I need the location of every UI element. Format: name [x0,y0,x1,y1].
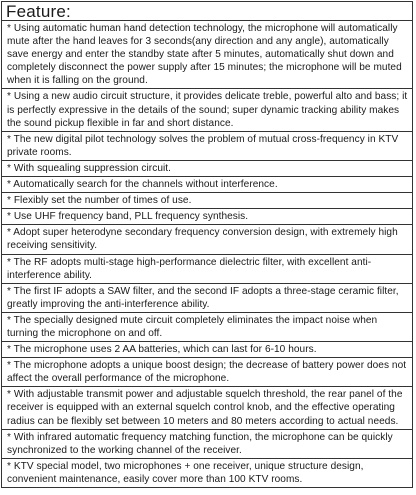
feature-row: * Using automatic human hand detection technology, the microphone will automatically mute after the hand leaves for 3 seconds(any direction and any angle), automatically save energy and enter the standby state after 5 minutes, automatically shut down and completely disconnect the power supply after 15 minutes; the microphone will be muted when it is falling on the ground. [2,21,412,89]
feature-row: * The first IF adopts a SAW filter, and the second IF adopts a three-stage ceramic filter, greatly improving the anti-interference ability. [2,284,412,313]
feature-row: * KTV special model, two microphones + one receiver, unique structure design, convenient maintenance, easily cover more than 100 KTV rooms. [2,459,412,488]
feature-page [1,1,415,493]
feature-row: * Adopt super heterodyne secondary frequency conversion design, with extremely high receiving sensitivity. [2,225,412,254]
feature-row: * Flexibly set the number of times of use. [2,193,412,209]
feature-row: * The specially designed mute circuit completely eliminates the impact noise when turning the microphone on and off. [2,313,412,342]
feature-table [1,1,413,488]
feature-row: * With infrared automatic frequency matching function, the microphone can be quickly synchronized to the working channel of the receiver. [2,430,412,459]
feature-row: * The microphone uses 2 AA batteries, which can last for 6-10 hours. [2,342,412,358]
feature-row: * The new digital pilot technology solves the problem of mutual cross-frequency in KTV private rooms. [2,132,412,161]
feature-row: * Using a new audio circuit structure, it provides delicate treble, powerful alto and bass; it is perfectly expressive in the details of the sound; super dynamic tracking ability makes the sound pickup flexible in far and short distance. [2,89,412,131]
feature-title: Feature: [2,2,412,21]
feature-row: * Use UHF frequency band, PLL frequency synthesis. [2,209,412,225]
feature-row: * The microphone adopts a unique boost design; the decrease of battery power does not affect the overall performance of the microphone. [2,358,412,387]
feature-row: * With adjustable transmit power and adjustable squelch threshold, the rear panel of the receiver is equipped with an external squelch control knob, and the effective operating radius can be flexibly set between 10 meters and 80 meters according to actual needs. [2,387,412,429]
feature-row: * The RF adopts multi-stage high-performance dielectric filter, with excellent anti-interference ability. [2,255,412,284]
feature-row: * With squealing suppression circuit. [2,161,412,177]
feature-row: * Automatically search for the channels without interference. [2,177,412,193]
